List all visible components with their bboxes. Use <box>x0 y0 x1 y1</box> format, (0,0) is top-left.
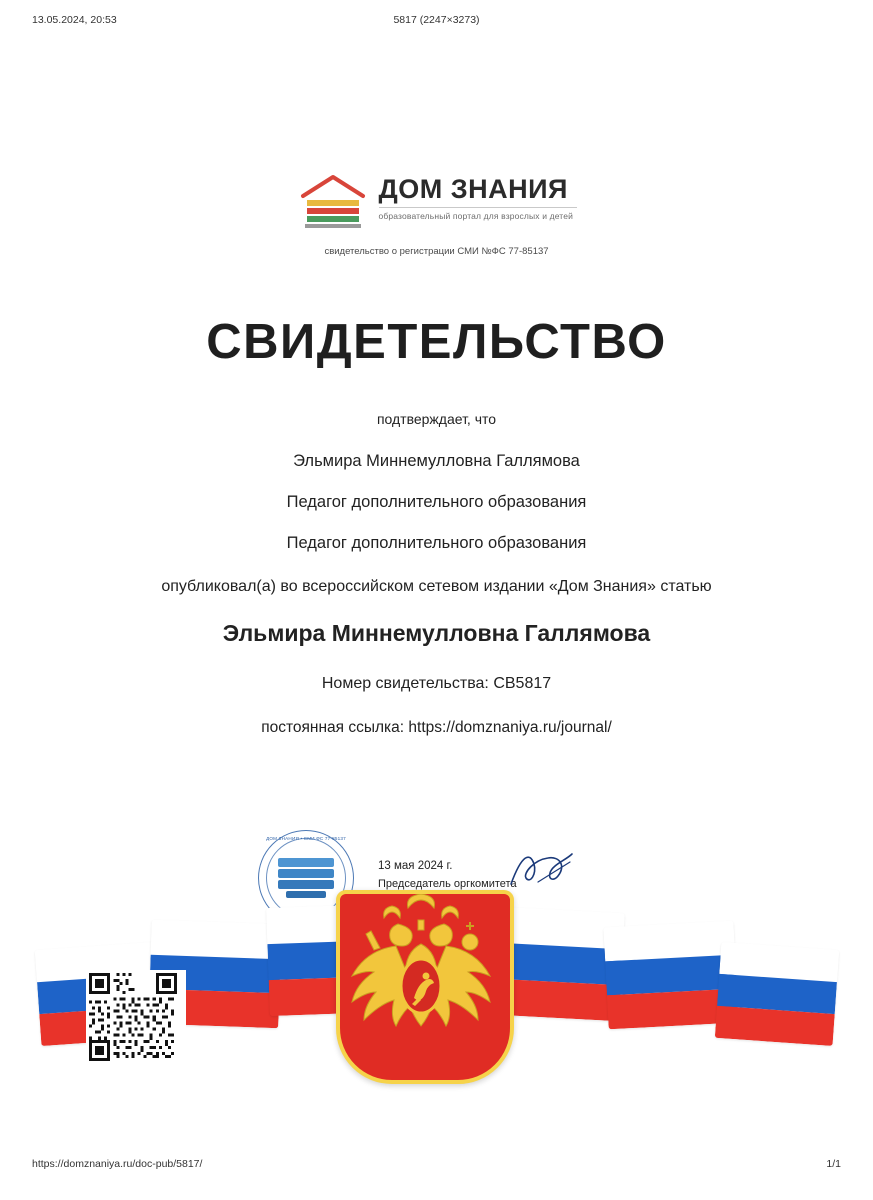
print-page-indicator: 1/1 <box>826 1158 841 1170</box>
logo-registration: свидетельство о регистрации СМИ №ФС 77-85137 <box>324 246 549 257</box>
site-logo <box>0 170 873 257</box>
certificate-title: СВИДЕТЕЛЬСТВО <box>206 315 667 369</box>
logo-subtitle: образовательный портал для взрослых и детей <box>379 207 577 221</box>
signature-date: 13 мая 2024 г. <box>378 860 453 872</box>
house-books-logo-icon <box>297 174 369 232</box>
print-header <box>0 14 873 30</box>
russian-coat-of-arms-icon <box>336 890 514 1084</box>
seal-text-top: ДОМ ЗНАНИЯ • СМИ ФС 77-85137 <box>266 836 346 841</box>
logo-title: ДОМ ЗНАНИЯ <box>378 174 568 204</box>
handwritten-signature-icon <box>508 848 574 892</box>
certificate-body <box>0 412 873 737</box>
signer-position: Председатель оргкомитета <box>378 877 517 890</box>
print-doc-info: 5817 (2247×3273) <box>393 14 480 26</box>
russian-flags-icon <box>0 888 873 1088</box>
confirms-text: подтверждает, что <box>376 411 497 427</box>
recipient-name: Эльмира Миннемулловна Галлямова <box>293 451 580 470</box>
article-title: Эльмира Миннемулловна Галлямова <box>222 620 651 647</box>
print-timestamp: 13.05.2024, 20:53 <box>32 14 117 26</box>
print-source-url: https://domznaniya.ru/doc-pub/5817/ <box>32 1158 203 1170</box>
recipient-role-2: Педагог дополнительного образования <box>286 534 587 553</box>
certificate-number: Номер свидетельства: СВ5817 <box>321 674 552 692</box>
qr-code-icon[interactable] <box>86 970 186 1070</box>
print-footer <box>0 1158 873 1174</box>
certificate-sheet <box>0 40 873 1150</box>
recipient-role-1: Педагог дополнительного образования <box>286 493 587 511</box>
published-statement: опубликовал(а) во всероссийском сетевом издании «Дом Знания» статью <box>161 577 712 595</box>
permalink[interactable]: постоянная ссылка: https://domznaniya.ru/journal/ <box>261 719 612 737</box>
